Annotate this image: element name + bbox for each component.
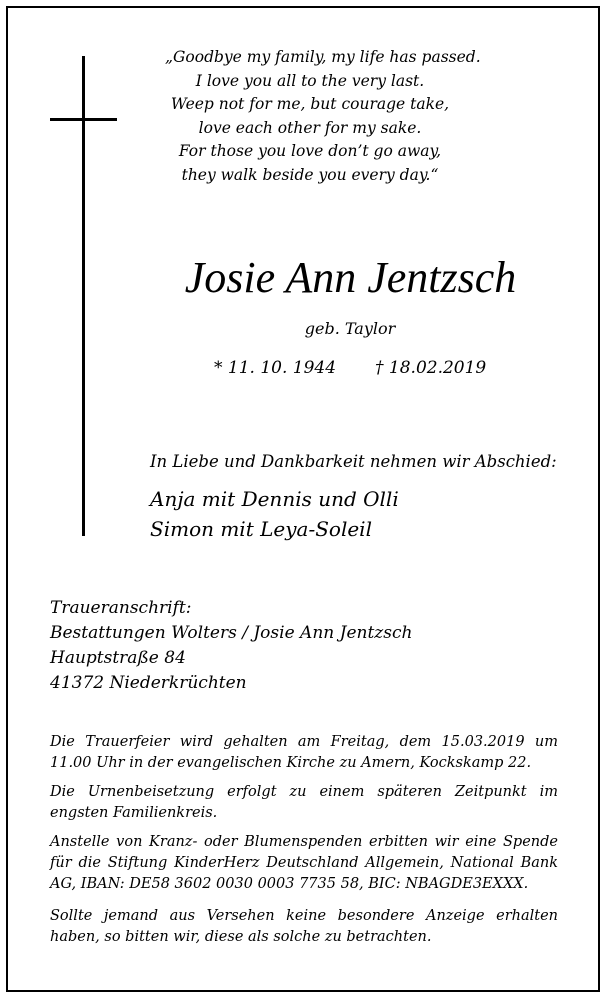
address-line: Bestattungen Wolters / Josie Ann Jentzsch xyxy=(50,623,413,643)
birth-date: * 11. 10. 1944 xyxy=(214,358,337,378)
poem xyxy=(165,46,481,187)
deceased-name: Josie Ann Jentzsch xyxy=(184,253,517,302)
poem-line: they walk beside you every day.“ xyxy=(181,165,439,184)
donation-notice: Anstelle von Kranz- oder Blumenspenden erbitten wir eine Spende für die Stiftung KinderHerz Deutschland Allgemein, National Bank AG, IBAN: DE58 3602 0030 0003 7735 58, BIC: NBAGDE3EXXX. xyxy=(50,834,558,892)
mourner-line: Simon mit Leya-Soleil xyxy=(150,517,372,541)
address-line: Hauptstraße 84 xyxy=(50,648,186,668)
address-line: 41372 Niederkrüchten xyxy=(50,673,247,693)
funeral-service-notice: Die Trauerfeier wird gehalten am Freitag, dem 15.03.2019 um 11.00 Uhr in der evangelischen Kirche zu Amern, Kockskamp 22. xyxy=(50,734,558,771)
cross-vertical-bar xyxy=(82,56,85,536)
farewell-text: In Liebe und Dankbarkeit nehmen wir Abschied: xyxy=(150,452,557,471)
poem-line: Weep not for me, but courage take, xyxy=(170,95,450,113)
maiden-name: geb. Taylor xyxy=(304,319,396,338)
condolence-address xyxy=(50,596,412,696)
mourners-list xyxy=(150,484,399,544)
apology-notice: Sollte jemand aus Versehen keine besondere Anzeige erhalten haben, so bitten wir, diese als solche zu betrachten. xyxy=(50,908,558,945)
mourner-line: Anja mit Dennis und Olli xyxy=(150,487,399,511)
poem-line: For those you love don’t go away, xyxy=(178,142,442,160)
cross-horizontal-bar xyxy=(50,118,117,121)
death-date: † 18.02.2019 xyxy=(375,358,487,378)
poem-line: „Goodbye my family, my life has passed. xyxy=(165,48,481,66)
poem-line: I love you all to the very last. xyxy=(195,71,425,90)
urn-burial-notice: Die Urnenbeisetzung erfolgt zu einem späteren Zeitpunkt im engsten Familienkreis. xyxy=(50,784,558,821)
poem-line: love each other for my sake. xyxy=(198,118,422,137)
address-heading: Traueranschrift: xyxy=(50,598,192,618)
